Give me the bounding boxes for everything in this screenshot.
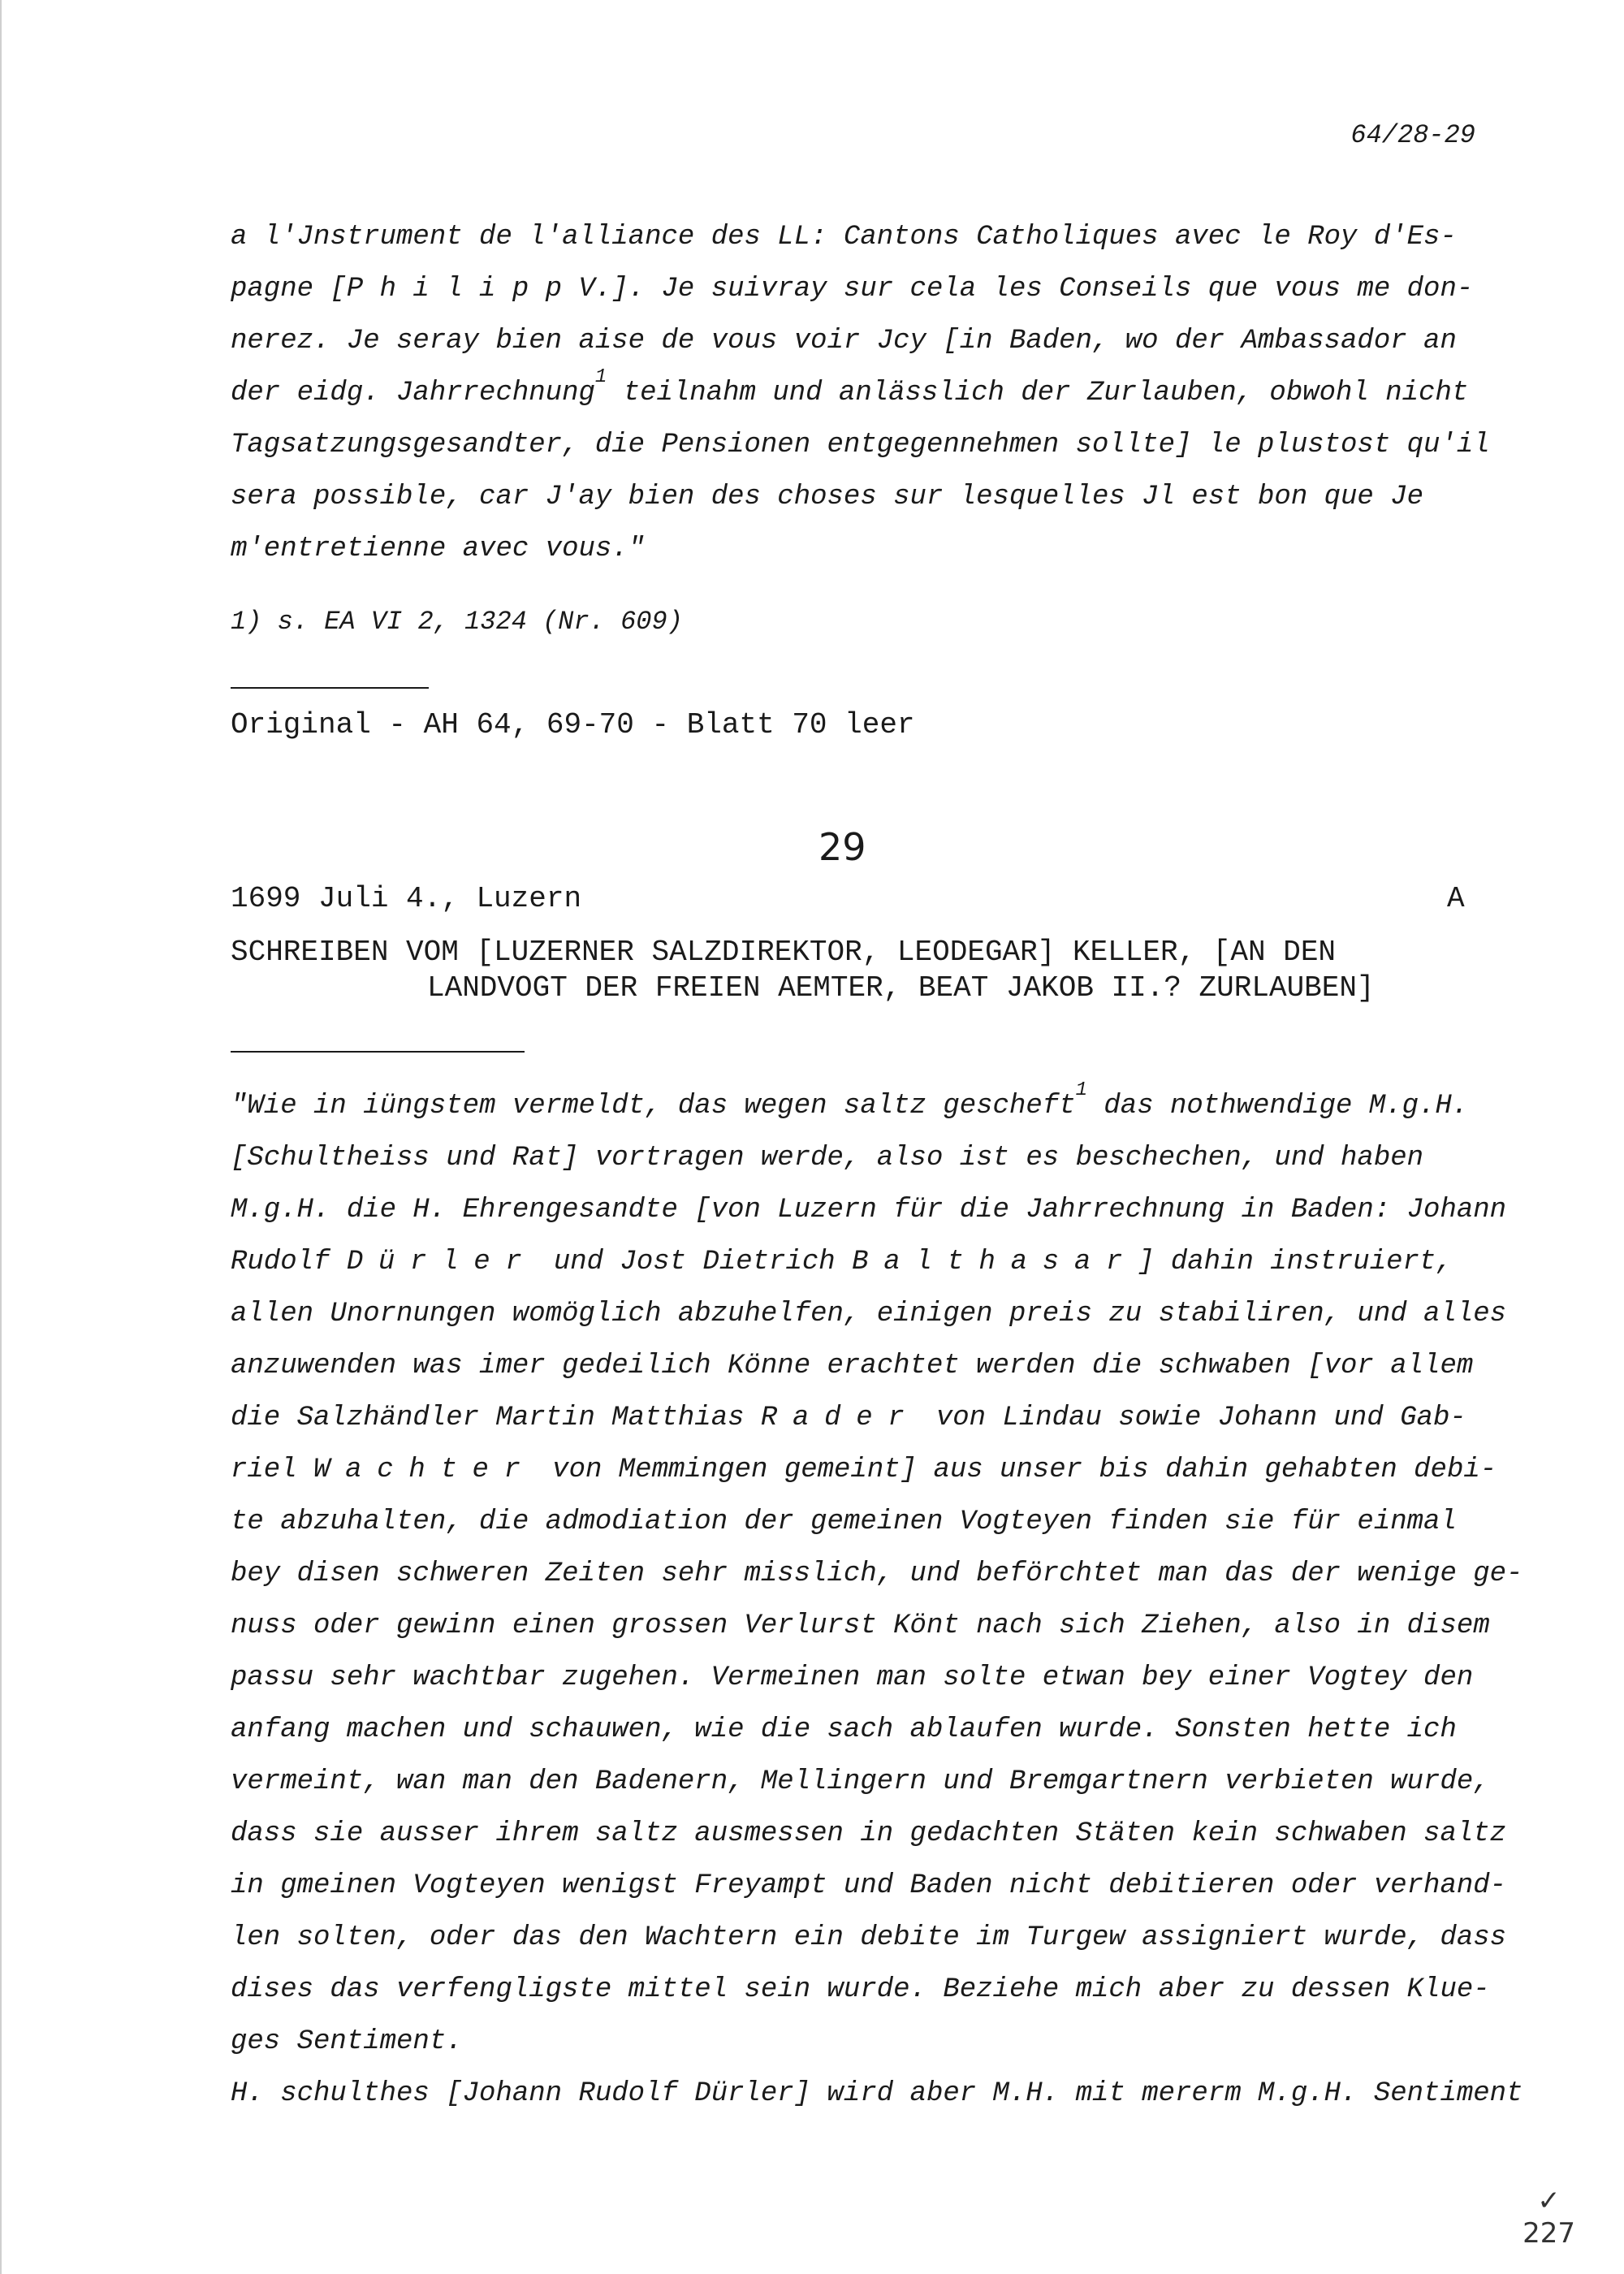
- body-line-part: riel: [231, 1455, 314, 1485]
- body-line: te abzuhalten, die admodiation der gemeinen Vogteyen finden sie für einmal: [231, 1507, 1457, 1537]
- continuation-line: a l'Jnstrument de l'alliance des LL: Cantons Catholiques avec le Roy d'Es-: [231, 222, 1457, 253]
- continuation-line: [231, 367, 1468, 422]
- body-line: [231, 1444, 1497, 1496]
- body-line: [Schultheiss und Rat] vortragen werde, also ist es beschechen, und haben: [231, 1143, 1424, 1174]
- body-line: passu sehr wachtbar zugehen. Vermeinen man solte etwan bey einer Vogtey den: [231, 1662, 1474, 1693]
- body-line: [231, 1080, 1468, 1135]
- archive-marks: [1522, 2185, 1575, 2250]
- body-line: [231, 1392, 1466, 1444]
- body-line-part: "Wie in iüngstem vermeldt, das wegen saltz gescheft: [231, 1091, 1076, 1122]
- body-line-part: die Salzhändler Martin Matthias: [231, 1403, 761, 1433]
- continuation-line-part: der eidg. Jahrrechnung: [231, 378, 595, 409]
- continuation-line-part: teilnahm und anlässlich der Zurlauben, obwohl nicht: [623, 378, 1469, 409]
- body-line: allen Unornungen womöglich abzuhelfen, einigen preis zu stabiliren, und alles: [231, 1299, 1507, 1329]
- body-line-part: Rudolf: [231, 1247, 347, 1278]
- document-type-code: A: [1447, 882, 1465, 915]
- body-line: len solten, oder das den Wachtern ein debite im Turgew assigniert wurde, dass: [231, 1922, 1507, 1953]
- body-line: H. schulthes [Johann Rudolf Dürler] wird aber M.H. mit mererm M.g.H. Sentiment: [231, 2078, 1523, 2109]
- continuation-line: pagne [P h i l i p p V.]. Je suivray sur cela les Conseils que vous me don-: [231, 274, 1474, 305]
- body-line-part: von Memmingen gemeint] aus unser bis dahin gehabten debi-: [535, 1455, 1497, 1485]
- document-number: 29: [818, 825, 866, 869]
- body-line: anzuwenden was imer gedeilich Könne erachtet werden die schwaben [vor allem: [231, 1351, 1474, 1381]
- body-line: in gmeinen Vogteyen wenigst Freyampt und Baden nicht debitieren oder verhand-: [231, 1870, 1507, 1901]
- source-note: Original - AH 64, 69-70 - Blatt 70 leer: [231, 708, 915, 741]
- body-line: [231, 1236, 1453, 1288]
- body-line-part: das nothwendige M.g.H.: [1086, 1091, 1469, 1122]
- heading-line: SCHREIBEN VOM [LUZERNER SALZDIREKTOR, LEODEGAR] KELLER, [AN DEN: [231, 936, 1337, 969]
- footnote-rule: [231, 687, 429, 689]
- body-line-part: von Lindau sowie Johann und Gab-: [919, 1403, 1466, 1433]
- archive-number: 227: [1522, 2217, 1575, 2250]
- footnote: 1) s. EA VI 2, 1324 (Nr. 609): [231, 607, 683, 637]
- continuation-line: nerez. Je seray bien aise de vous voir Jcy [in Baden, wo der Ambassador an: [231, 326, 1457, 357]
- continuation-line: Tagsatzungsgesandter, die Pensionen entgegennehmen sollte] le plustost qu'il: [231, 430, 1490, 460]
- body-line: dass sie ausser ihrem saltz ausmessen in gedachten Stäten kein schwaben saltz: [231, 1818, 1507, 1849]
- body-line: dises das verfengligste mittel sein wurde. Beziehe mich aber zu dessen Klue-: [231, 1974, 1490, 2005]
- continuation-line: m'entretienne avec vous.": [231, 534, 646, 564]
- check-mark-icon: ✓: [1537, 2185, 1561, 2217]
- spaced-name: Dürler: [346, 1247, 538, 1278]
- page-edge: [0, 0, 2, 2274]
- body-line: nuss oder gewinn einen grossen Verlurst Könt nach sich Ziehen, also in disem: [231, 1610, 1490, 1641]
- body-line: vermeint, wan man den Badenern, Mellingern und Bremgartnern verbieten wurde,: [231, 1766, 1490, 1797]
- spaced-name: Rader: [760, 1403, 920, 1433]
- body-line-part: ] dahin instruiert,: [1138, 1247, 1453, 1278]
- spaced-name: Balthasar: [852, 1247, 1138, 1278]
- body-line: anfang machen und schauwen, wie die sach ablaufen wurde. Sonsten hette ich: [231, 1714, 1457, 1745]
- body-line: bey disen schweren Zeiten sehr misslich, und beförchtet man das der wenige ge-: [231, 1559, 1523, 1589]
- date-place: 1699 Juli 4., Luzern: [231, 882, 582, 915]
- heading-rule: [231, 1051, 525, 1053]
- page-number: 64/28-29: [1350, 120, 1475, 150]
- spaced-name: Wachter: [313, 1455, 536, 1485]
- footnote-marker: 1: [1075, 1079, 1087, 1101]
- heading-line: LANDVOGT DER FREIEN AEMTER, BEAT JAKOB II.? ZURLAUBEN]: [427, 971, 1375, 1005]
- body-line-part: und Jost Dietrich: [537, 1247, 853, 1278]
- body-line: ges Sentiment.: [231, 2026, 463, 2057]
- footnote-marker: 1: [594, 366, 607, 388]
- body-line: M.g.H. die H. Ehrengesandte [von Luzern für die Jahrrechnung in Baden: Johann: [231, 1195, 1507, 1226]
- continuation-line: sera possible, car J'ay bien des choses sur lesquelles Jl est bon que Je: [231, 482, 1424, 512]
